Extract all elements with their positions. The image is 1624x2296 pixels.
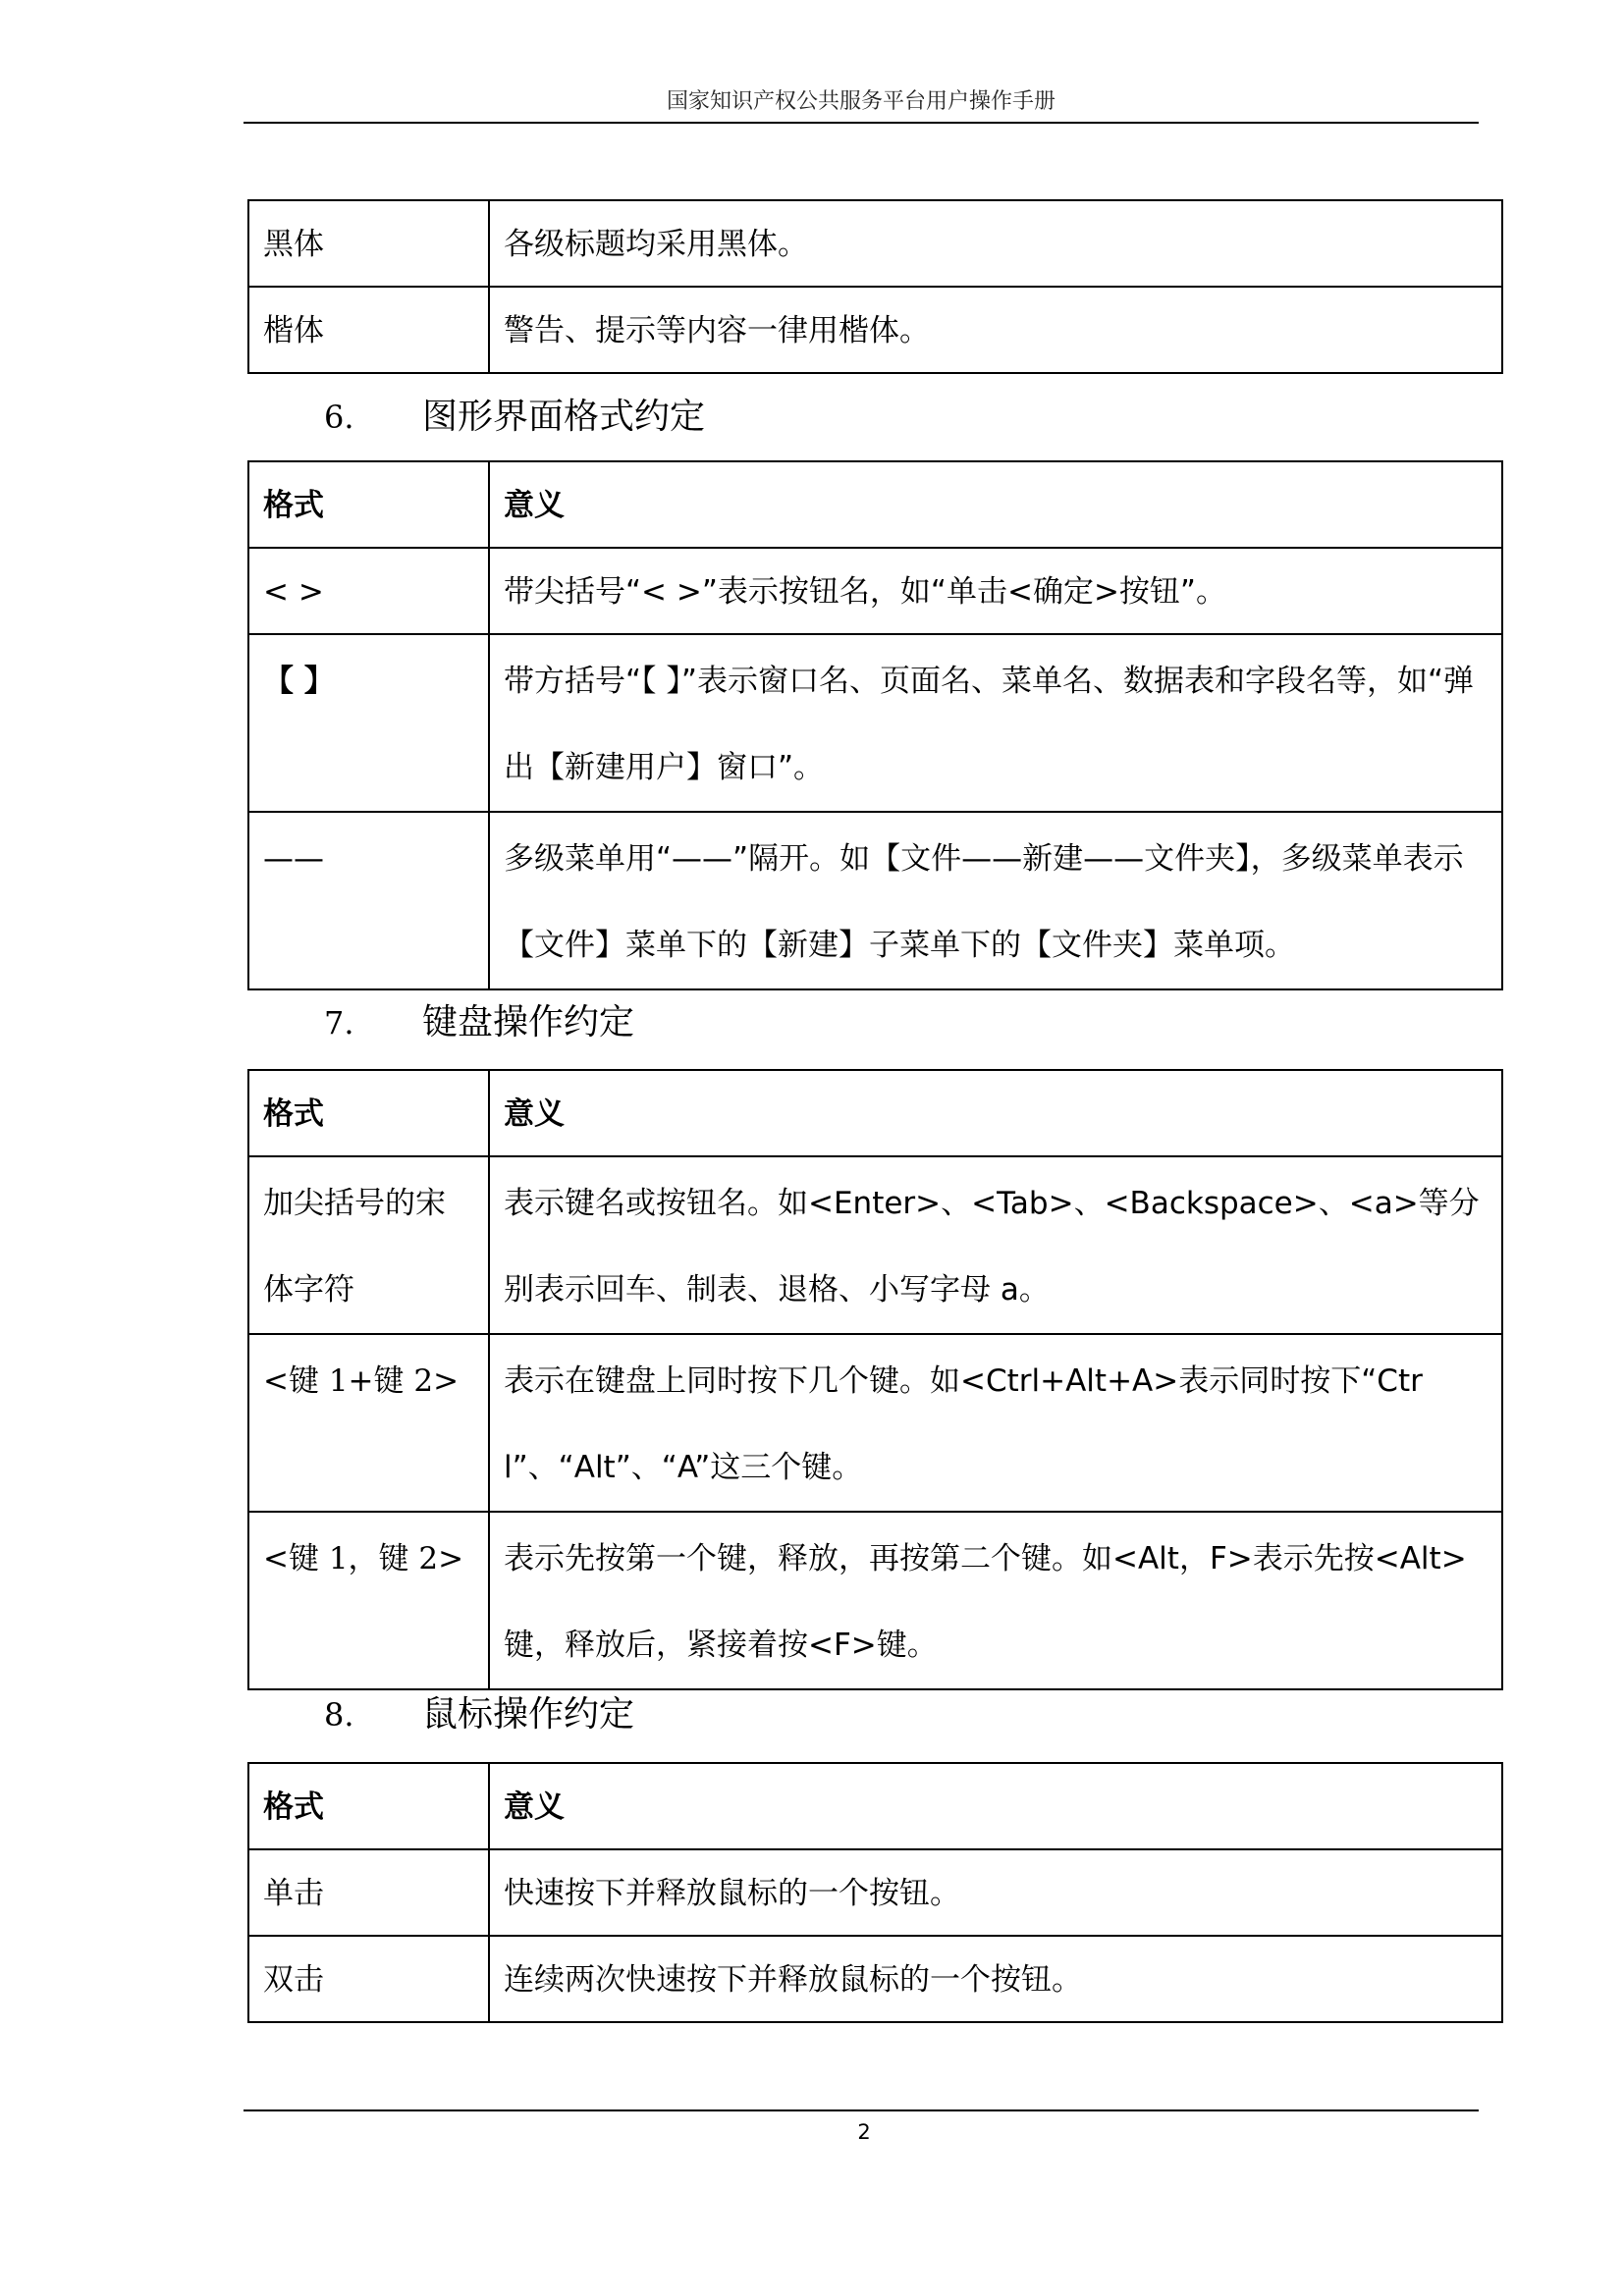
meaning-cell: 带尖括号“< >”表示按钮名，如“单击<确定>按钮”。 [489,548,1502,634]
meaning-cell: 表示键名或按钮名。如<Enter>、<Tab>、<Backspace>、<a>等分别表示回车、制表、退格、小写字母 a。 [489,1156,1502,1334]
table-row [248,1936,1502,2022]
format-cell: 【 】 [248,634,489,812]
table-row [248,812,1502,989]
section-title: 键盘操作约定 [422,1002,635,1042]
page-header-title: 国家知识产权公共服务平台用户操作手册 [666,89,1056,114]
header-meaning: 意义 [489,1763,1502,1849]
header-format: 格式 [248,461,489,548]
meaning-cell: 警告、提示等内容一律用楷体。 [489,287,1502,373]
section-number: 6. [324,399,354,436]
table-row [248,634,1502,812]
section-number: 8. [324,1696,354,1734]
meaning-cell: 带方括号“【 】”表示窗口名、页面名、菜单名、数据表和字段名等，如“弹出【新建用户】窗口”。 [489,634,1502,812]
format-cell: <键 1，键 2> [248,1512,489,1689]
header-format: 格式 [248,1763,489,1849]
format-cell: —— [248,812,489,989]
table-header-row [248,1763,1502,1849]
table-row [248,1512,1502,1689]
section-title: 图形界面格式约定 [422,397,706,437]
section-number: 7. [324,1004,354,1041]
meaning-cell: 表示先按第一个键，释放，再按第二个键。如<Alt，F>表示先按<Alt>键，释放后，紧接着按<F>键。 [489,1512,1502,1689]
format-cell: 黑体 [248,200,489,287]
section-6-heading [324,393,705,442]
format-cell: 楷体 [248,287,489,373]
page-number: 2 [857,2120,871,2144]
format-cell: < > [248,548,489,634]
section-title: 鼠标操作约定 [422,1694,635,1735]
gui-convention-table [247,460,1503,990]
table-row [248,1849,1502,1936]
header-meaning: 意义 [489,1070,1502,1156]
section-8-heading [324,1690,634,1739]
table-row [248,200,1502,287]
format-cell: 双击 [248,1936,489,2022]
font-convention-table [247,199,1503,374]
meaning-cell: 多级菜单用“——”隔开。如【文件——新建——文件夹】，多级菜单表示【文件】菜单下的【新建】子菜单下的【文件夹】菜单项。 [489,812,1502,989]
format-cell: 单击 [248,1849,489,1936]
mouse-convention-table [247,1762,1503,2023]
table-row [248,1156,1502,1334]
keyboard-convention-table [247,1069,1503,1690]
header-divider [244,122,1479,124]
format-cell: 加尖括号的宋体字符 [248,1156,489,1334]
meaning-cell: 快速按下并释放鼠标的一个按钮。 [489,1849,1502,1936]
header-format: 格式 [248,1070,489,1156]
header-meaning: 意义 [489,461,1502,548]
section-7-heading [324,998,634,1047]
footer-divider [244,2109,1479,2111]
table-row [248,287,1502,373]
table-header-row [248,461,1502,548]
meaning-cell: 各级标题均采用黑体。 [489,200,1502,287]
meaning-cell: 连续两次快速按下并释放鼠标的一个按钮。 [489,1936,1502,2022]
table-header-row [248,1070,1502,1156]
meaning-cell: 表示在键盘上同时按下几个键。如<Ctrl+Alt+A>表示同时按下“Ctrl”、“Alt”、“A”这三个键。 [489,1334,1502,1512]
table-row [248,548,1502,634]
format-cell: <键 1+键 2> [248,1334,489,1512]
table-row [248,1334,1502,1512]
